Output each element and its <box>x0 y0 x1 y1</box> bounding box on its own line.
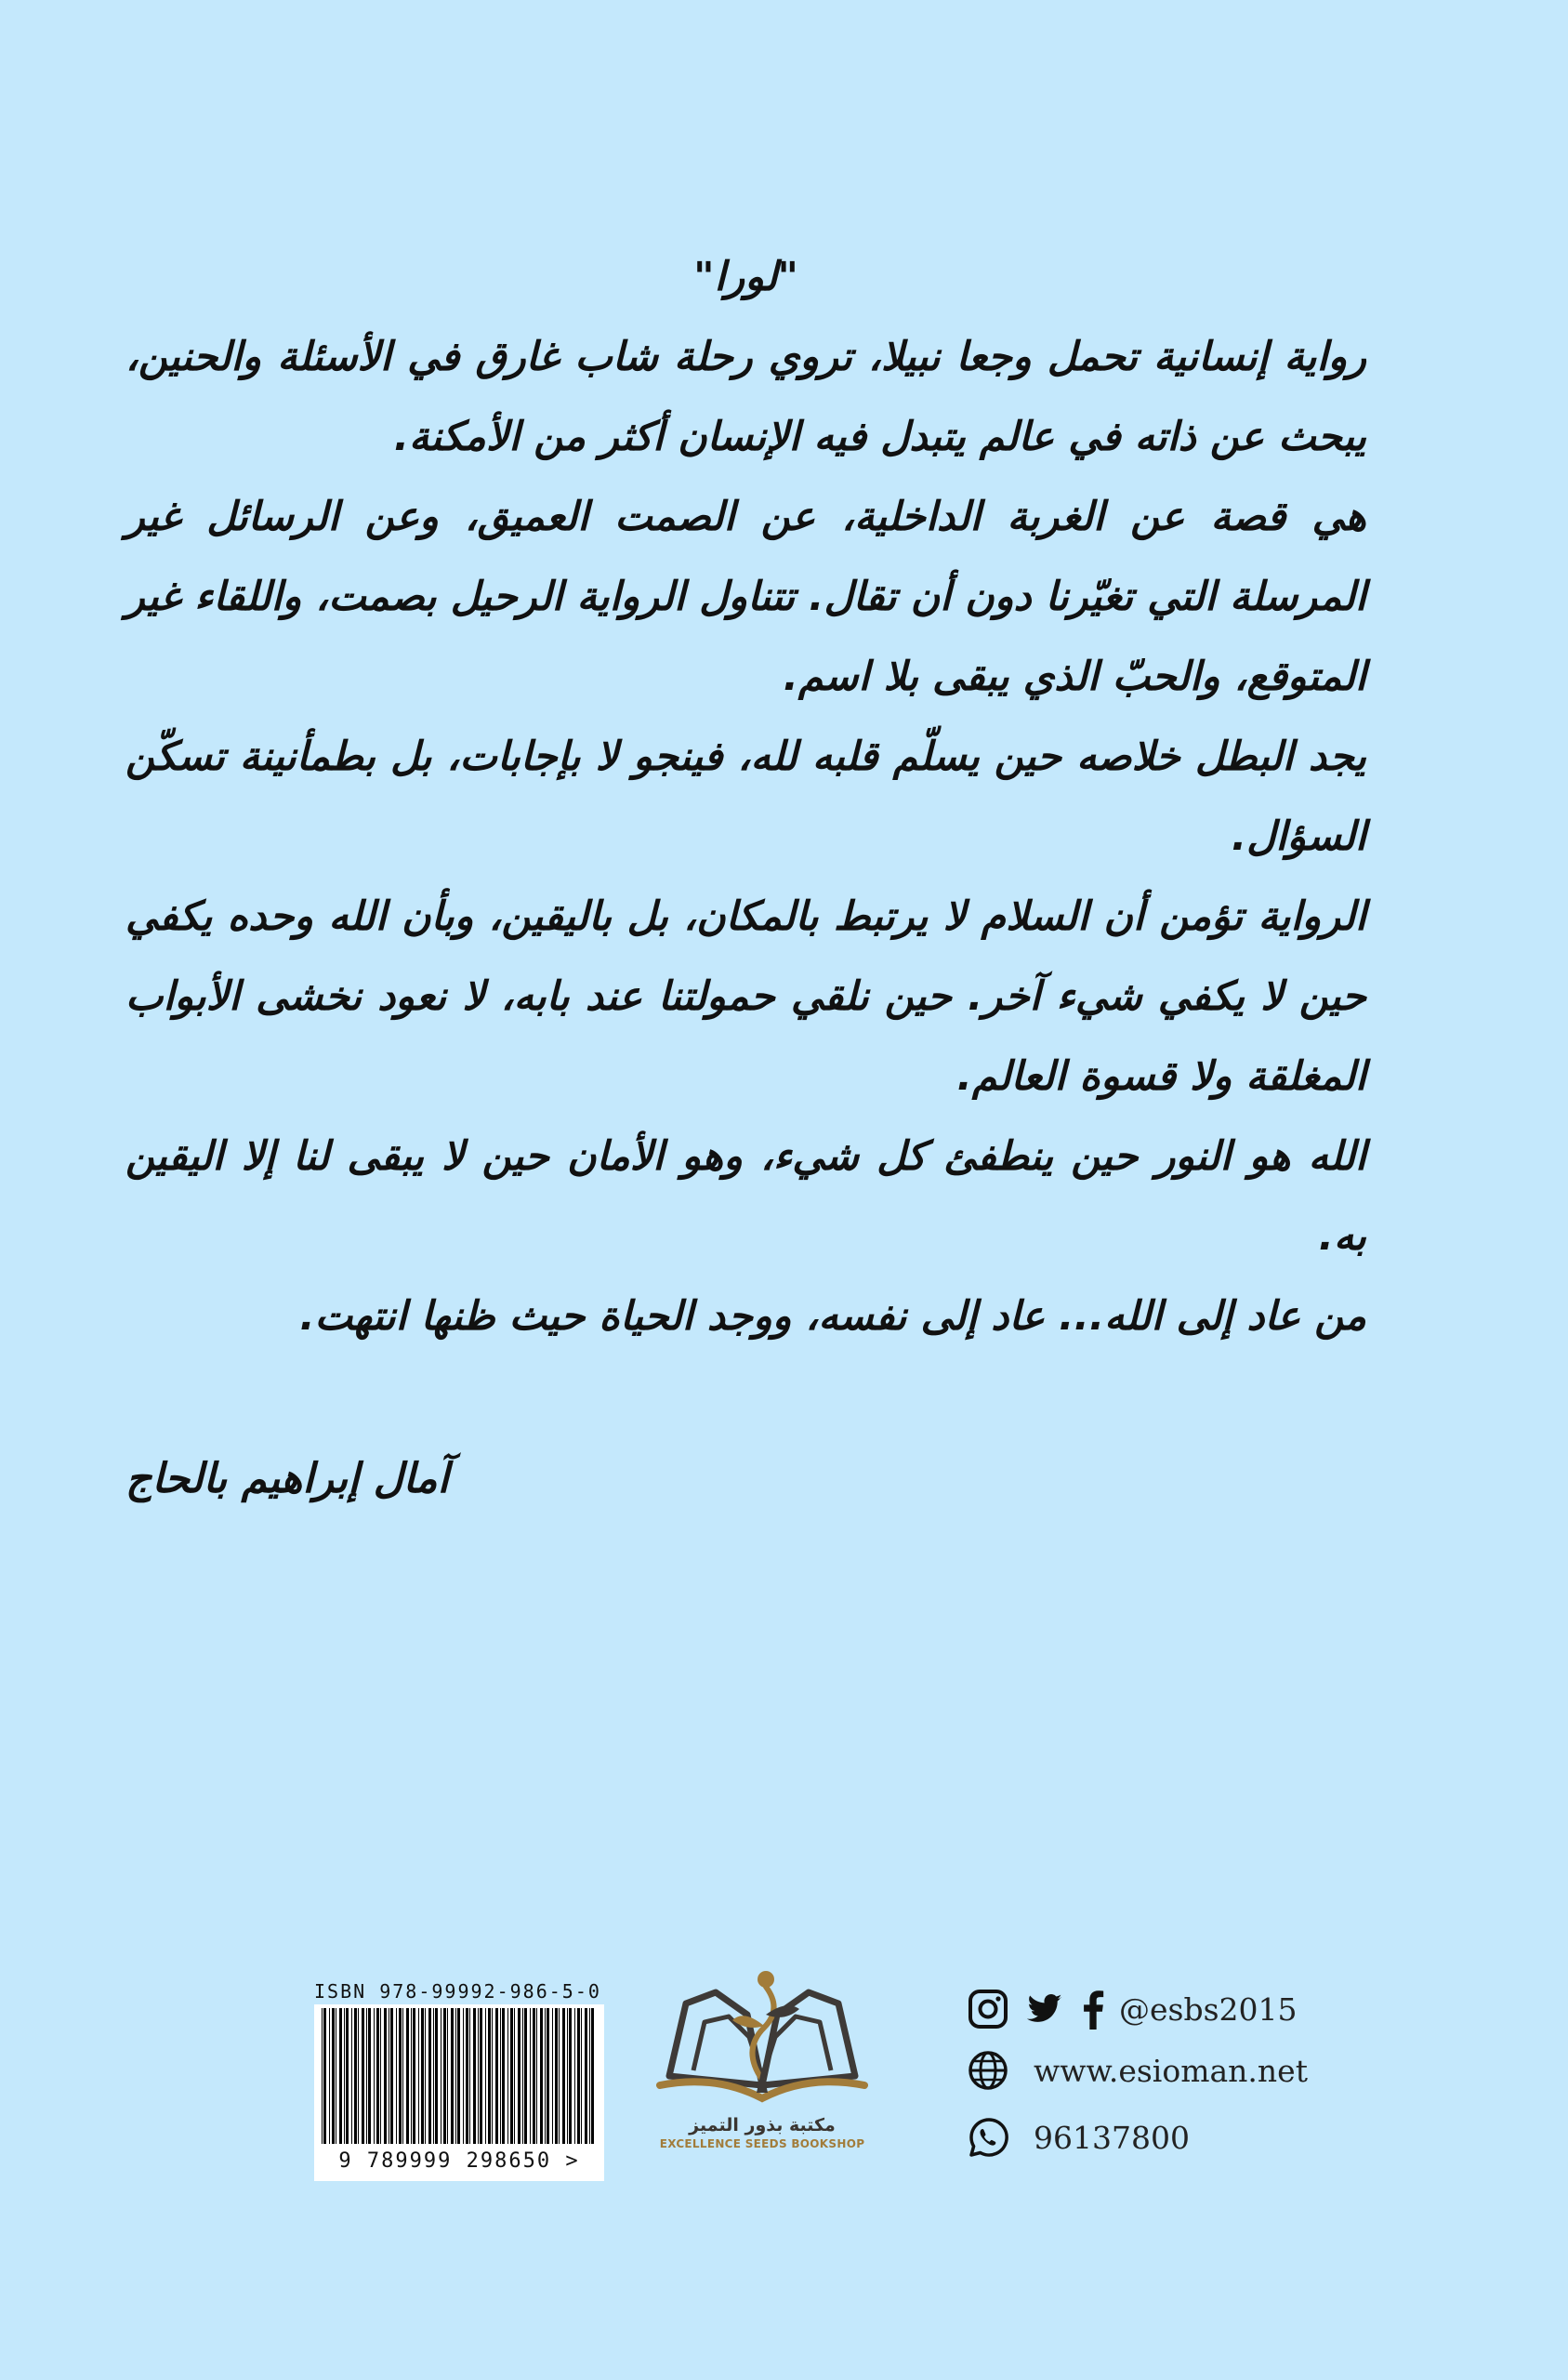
isbn-label: ISBN 978-99992-986-5-0 <box>314 1980 601 2003</box>
barcode-digits: 9 789999 298650 > <box>314 2146 604 2177</box>
blurb-paragraph-3: يجد البطل خلاصه حين يسلّم قلبه لله، فينجو لا بإجابات، بل بطمأنينة تسكّن السؤال. <box>125 734 1366 860</box>
isbn-barcode <box>314 1978 604 2181</box>
blurb-paragraph-1: رواية إنسانية تحمل وجعا نبيلا، تروي رحلة شاب غارق في الأسئلة والحنين، يبحث عن ذاته في عالم يتبدل فيه الإنسان أكثر من الأمكنة. <box>125 334 1366 460</box>
book-title: "لورا" <box>693 254 798 300</box>
publisher-logo <box>651 1966 874 2150</box>
website-row <box>967 2040 1308 2101</box>
blurb-paragraph-5: الله هو النور حين ينطفئ كل شيء، وهو الأمان حين لا يبقى لنا إلا اليقين به. <box>125 1133 1366 1260</box>
twitter-icon <box>1024 1990 1065 2028</box>
social-row <box>967 1978 1308 2040</box>
phone-number[interactable]: 96137800 <box>1034 2119 1190 2156</box>
barcode <box>314 2004 604 2181</box>
contact-info <box>967 1978 1308 2168</box>
blurb-paragraph-6: من عاد إلى الله... عاد إلى نفسه، ووجد الحياة حيث ظنها انتهت. <box>299 1293 1366 1340</box>
blurb-paragraph-2: هي قصة عن الغربة الداخلية، عن الصمت العميق، وعن الرسائل غير المرسلة التي تغيّرنا دون أن تقال. تتناول الرواية الرحيل بصمت، واللقاء غير المتوقع، والحبّ الذي يبقى بلا اسم. <box>125 494 1366 700</box>
social-handle[interactable]: @esbs2015 <box>1119 1990 1298 2028</box>
blurb-text <box>125 237 1366 1356</box>
blurb-paragraph-4: الرواية تؤمن أن السلام لا يرتبط بالمكان، بل باليقين، وبأن الله وحده يكفي حين لا يكفي شيء آخر. حين نلقي حمولتنا عند بابه، لا نعود نخشى الأبواب المغلقة ولا قسوة العالم. <box>125 893 1366 1100</box>
publisher-name-arabic: مكتبة بذور التميز <box>689 2115 836 2135</box>
author-name: آمال إبراهيم بالحاج <box>125 1455 449 1502</box>
facebook-icon <box>1080 1989 1106 2030</box>
book-seedling-logo-icon <box>651 1966 874 2106</box>
publisher-name-english: EXCELLENCE SEEDS BOOKSHOP <box>659 2137 865 2150</box>
website-link[interactable]: www.esioman.net <box>1034 2052 1308 2089</box>
instagram-icon <box>967 1988 1009 2030</box>
phone-row <box>967 2107 1308 2168</box>
globe-icon <box>967 2049 1009 2092</box>
whatsapp-icon <box>967 2115 1011 2160</box>
